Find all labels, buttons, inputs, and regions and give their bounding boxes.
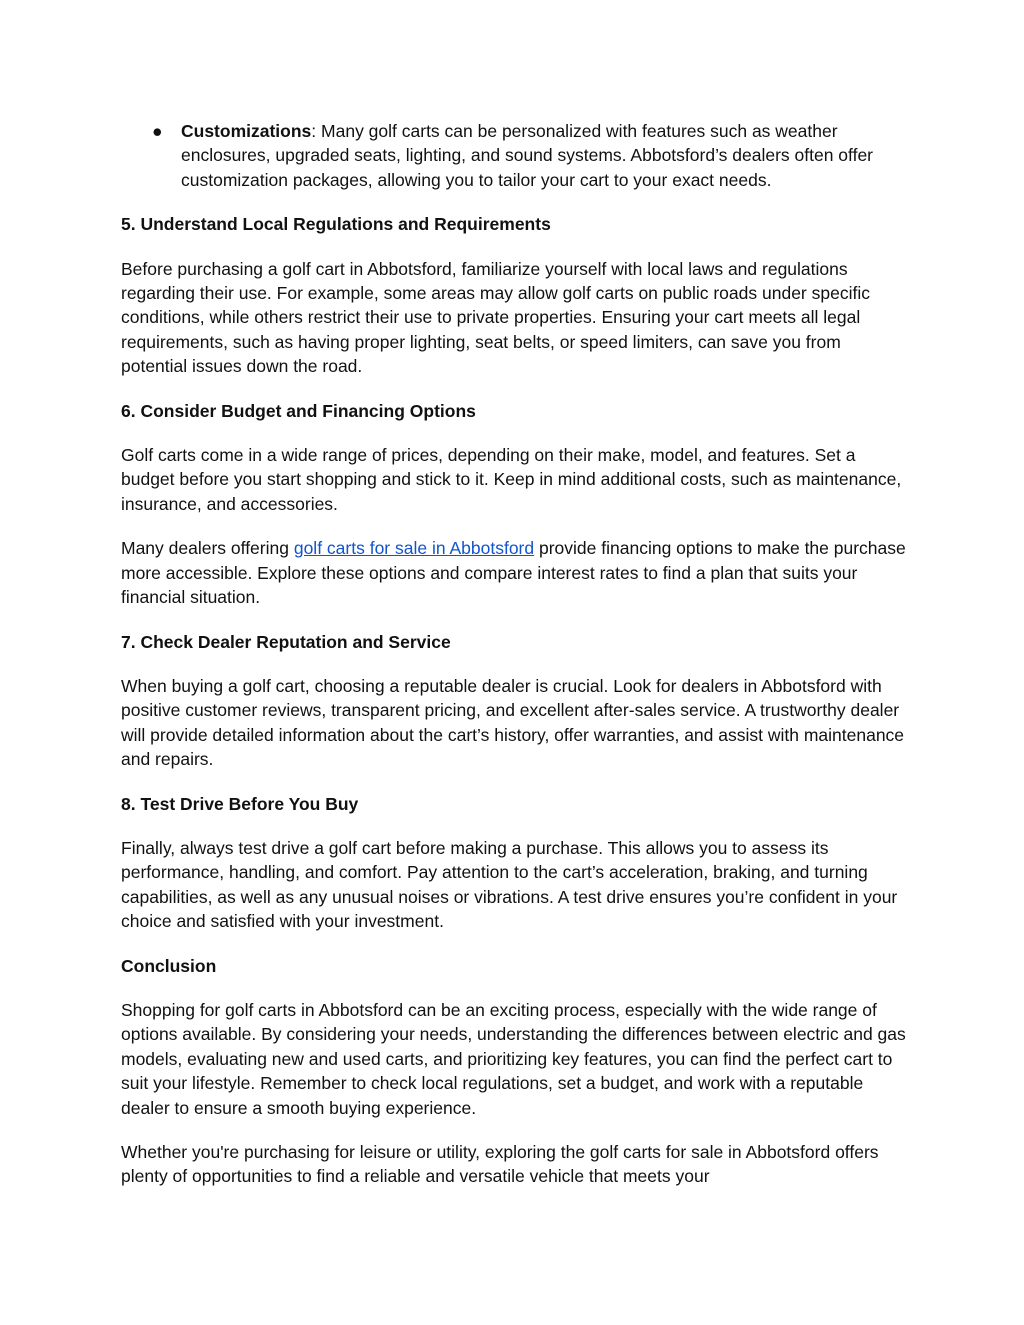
section-heading-regulations: 5. Understand Local Regulations and Requirements (121, 214, 551, 235)
financing-text-before: Many dealers offering (121, 538, 294, 559)
section-heading-budget: 6. Consider Budget and Financing Options (121, 400, 476, 421)
paragraph-financing (121, 536, 911, 609)
document-body (121, 119, 911, 1189)
paragraph-regulations: Before purchasing a golf cart in Abbotsford, familiarize yourself with local laws and regulations regarding their use. For example, some areas may allow golf carts on public roads under specific conditions, while others restrict their use to private properties. Ensuring your cart meets all legal requirements, such as having proper lighting, seat belts, or speed limiters, can save you from potential issues down the road. (121, 258, 870, 377)
paragraph-conclusion: Shopping for golf carts in Abbotsford can be an exciting process, especially with the wide range of options available. By considering your needs, understanding the differences between electric and gas models, evaluating new and used carts, and prioritizing key features, you can find the perfect cart to suit your lifestyle. Remember to check local regulations, set a budget, and work with a reputable dealer to ensure a smooth buying experience. (121, 999, 906, 1118)
section-heading-dealer: 7. Check Dealer Reputation and Service (121, 631, 451, 652)
financing-text-after: provide financing options to make the purchase more accessible. Explore these options and compare interest rates to find a plan that suits your financial situation. (121, 538, 906, 608)
list-item-customizations (121, 119, 911, 192)
paragraph-test-drive: Finally, always test drive a golf cart before making a purchase. This allows you to assess its performance, handling, and comfort. Pay attention to the cart’s acceleration, braking, and turning capabilities, as well as any unusual noises or vibrations. A test drive ensures you’re confident in your choice and satisfied with your investment. (121, 837, 898, 932)
golf-carts-abbotsford-link[interactable]: golf carts for sale in Abbotsford (293, 538, 535, 559)
section-heading-conclusion: Conclusion (121, 955, 217, 976)
bullet-body-text: : Many golf carts can be personalized with features such as weather enclosures, upgraded seats, lighting, and sound systems. Abbotsford’s dealers often offer customization packages, allowing you to tailor your cart to your exact needs. (181, 121, 874, 190)
section-heading-test-drive: 8. Test Drive Before You Buy (121, 793, 359, 814)
paragraph-conclusion-final: Whether you're purchasing for leisure or utility, exploring the golf carts for sale in Abbotsford offers plenty of opportunities to find a reliable and versatile vehicle that meets your (121, 1142, 879, 1187)
paragraph-dealer: When buying a golf cart, choosing a reputable dealer is crucial. Look for dealers in Abbotsford with positive customer reviews, transparent pricing, and excellent after-sales service. A trustworthy dealer will provide detailed information about the cart’s history, offer warranties, and assist with maintenance and repairs. (121, 675, 905, 770)
paragraph-budget: Golf carts come in a wide range of prices, depending on their make, model, and features. Set a budget before you start shopping and stick to it. Keep in mind additional costs, such as maintenance, insurance, and accessories. (121, 445, 902, 514)
bullet-lead-text: Customizations (181, 121, 312, 141)
bullet-icon: ● (152, 121, 163, 141)
